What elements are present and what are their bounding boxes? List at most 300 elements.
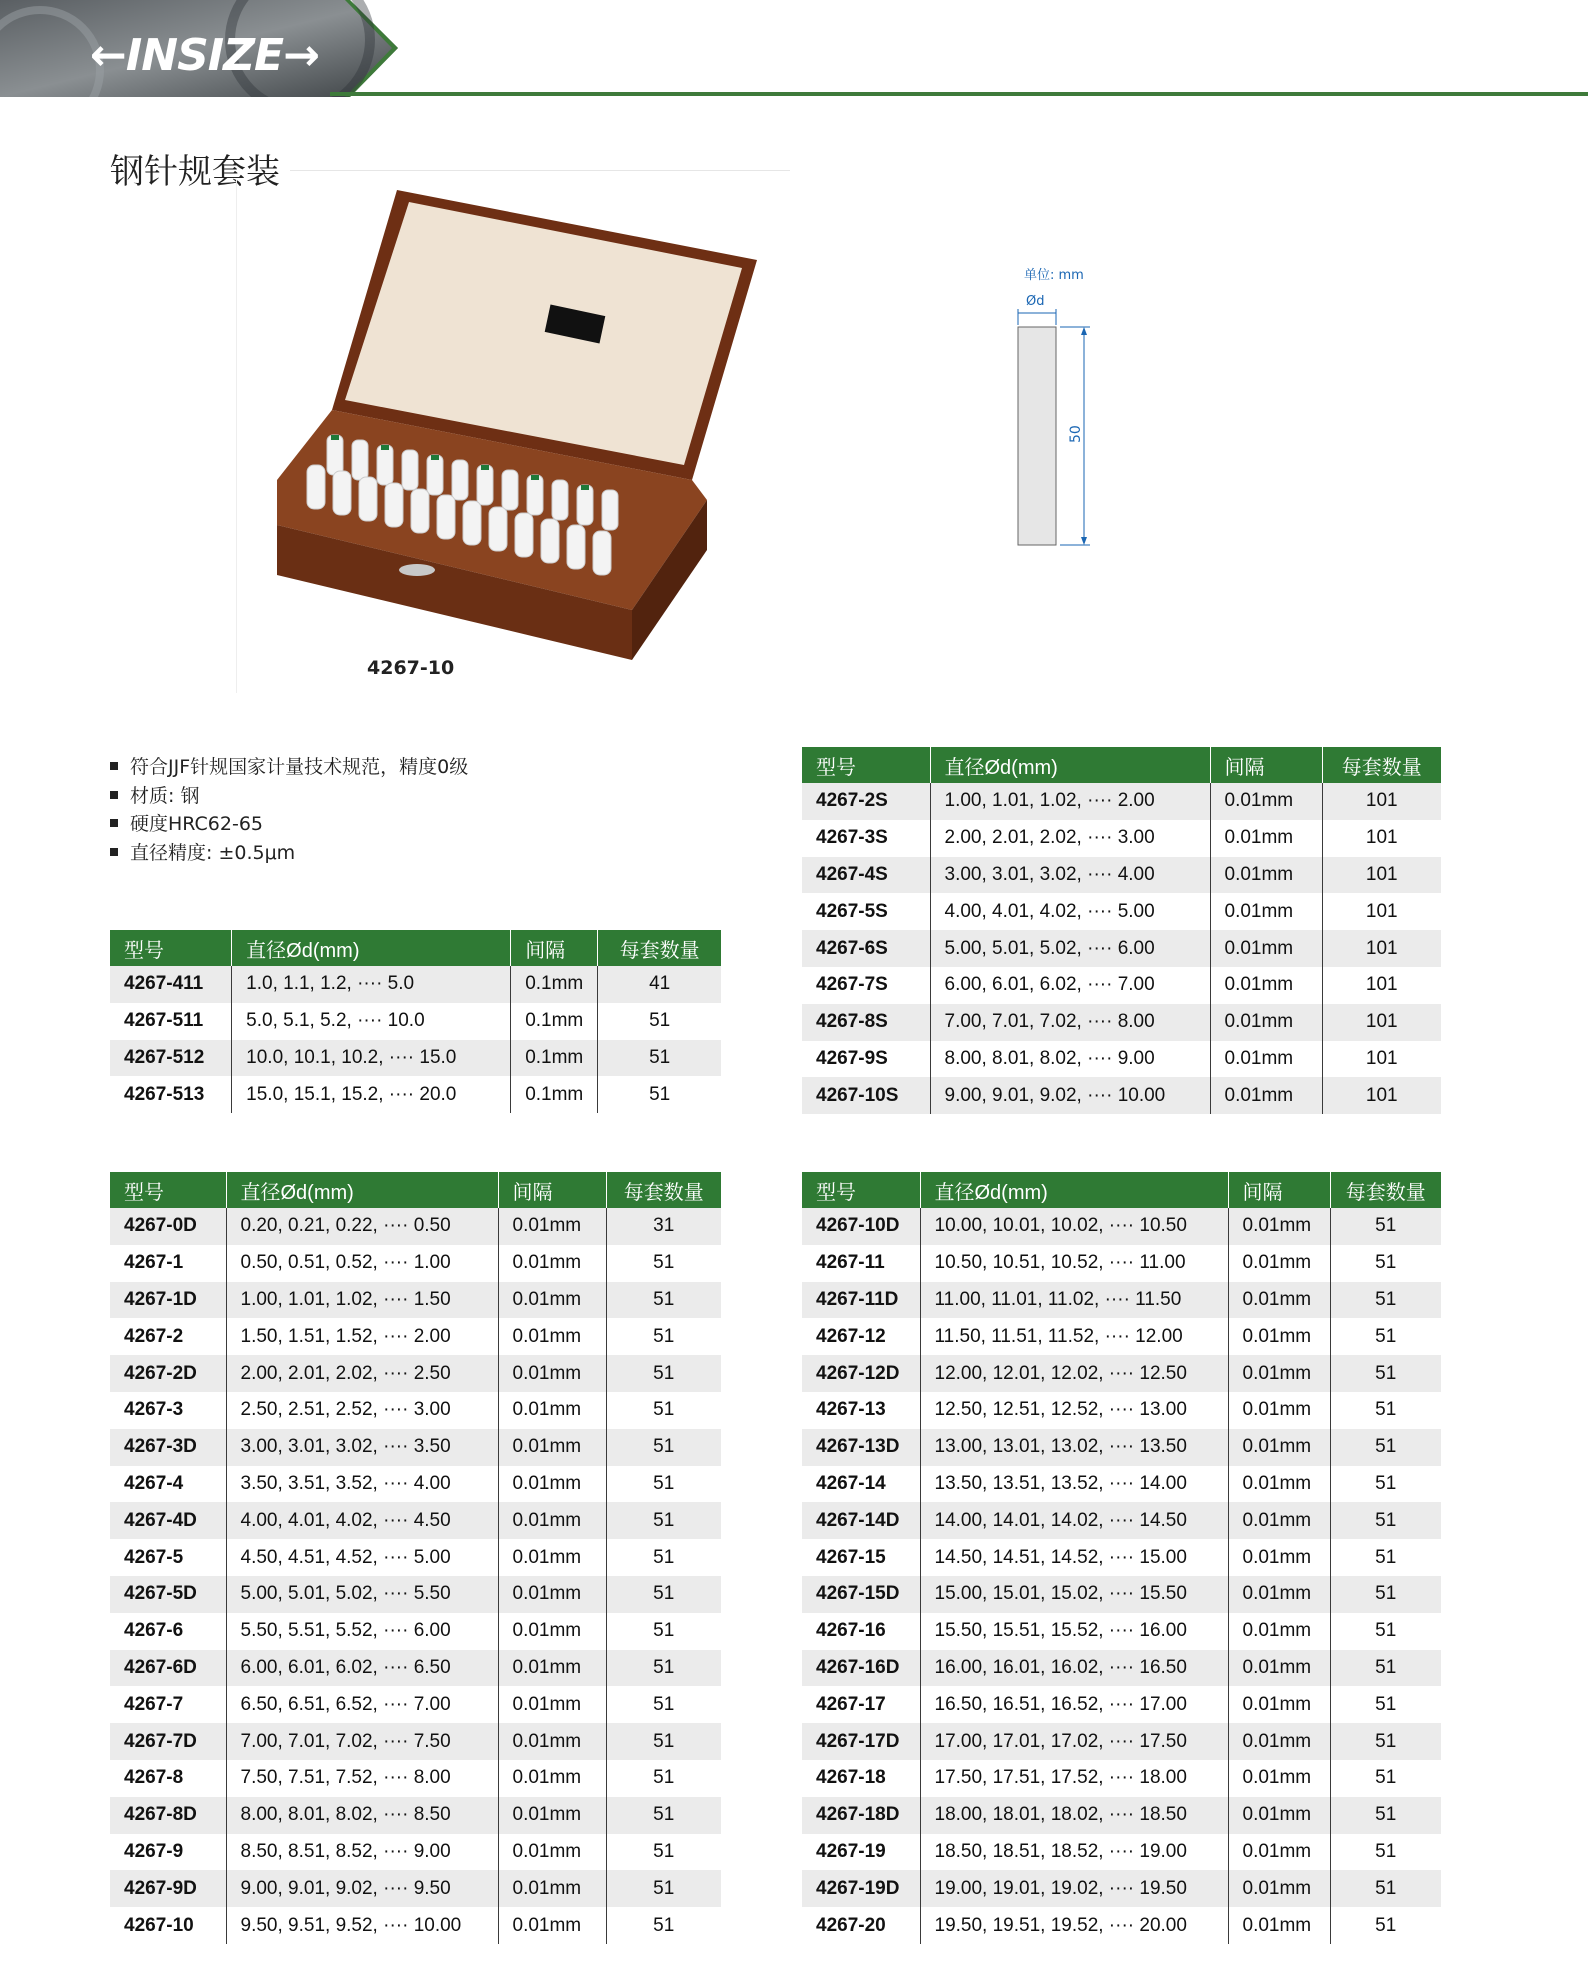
diameter-range-cell: 1.00, 1.01, 1.02, ···· 2.00 — [930, 783, 1210, 820]
table-row — [110, 1282, 721, 1319]
diameter-range-cell: 4.00, 4.01, 4.02, ···· 5.00 — [930, 893, 1210, 930]
table-row — [802, 1208, 1441, 1245]
model-cell: 4267-2S — [802, 783, 930, 820]
count-cell: 51 — [1330, 1539, 1441, 1576]
col-model: 型号 — [110, 1172, 226, 1208]
diameter-range-cell: 7.00, 7.01, 7.02, ···· 7.50 — [226, 1723, 498, 1760]
model-cell: 4267-11 — [802, 1245, 920, 1282]
interval-cell: 0.01mm — [498, 1760, 606, 1797]
count-cell: 101 — [1322, 930, 1441, 967]
model-cell: 4267-6D — [110, 1650, 226, 1687]
table-row — [802, 1502, 1441, 1539]
count-cell: 51 — [606, 1392, 721, 1429]
model-cell: 4267-4S — [802, 857, 930, 894]
table-row — [110, 1613, 721, 1650]
diameter-range-cell: 13.50, 13.51, 13.52, ···· 14.00 — [920, 1466, 1228, 1503]
feature-item: 硬度HRC62-65 — [110, 810, 468, 839]
interval-cell: 0.01mm — [1228, 1870, 1330, 1907]
model-cell: 4267-14D — [802, 1502, 920, 1539]
feature-item: 直径精度: ±0.5μm — [110, 839, 468, 868]
diameter-range-cell: 17.50, 17.51, 17.52, ···· 18.00 — [920, 1760, 1228, 1797]
interval-cell: 0.01mm — [1210, 1004, 1322, 1041]
model-cell: 4267-2 — [110, 1318, 226, 1355]
interval-cell: 0.1mm — [511, 1040, 598, 1077]
diameter-range-cell: 18.50, 18.51, 18.52, ···· 19.00 — [920, 1834, 1228, 1871]
count-cell: 101 — [1322, 820, 1441, 857]
model-cell: 4267-20 — [802, 1907, 920, 1944]
diameter-label: Ød — [1026, 294, 1045, 309]
interval-cell: 0.01mm — [1228, 1834, 1330, 1871]
table-row — [802, 1686, 1441, 1723]
diameter-range-cell: 19.00, 19.01, 19.02, ···· 19.50 — [920, 1870, 1228, 1907]
interval-cell: 0.01mm — [1228, 1466, 1330, 1503]
col-interval: 间隔 — [511, 930, 598, 966]
count-cell: 51 — [606, 1576, 721, 1613]
model-cell: 4267-13 — [802, 1392, 920, 1429]
table-row — [110, 1650, 721, 1687]
diameter-range-cell: 5.00, 5.01, 5.02, ···· 6.00 — [930, 930, 1210, 967]
diameter-range-cell: 2.00, 2.01, 2.02, ···· 3.00 — [930, 820, 1210, 857]
diameter-range-cell: 6.00, 6.01, 6.02, ···· 7.00 — [930, 967, 1210, 1004]
model-cell: 4267-16D — [802, 1650, 920, 1687]
table-row — [110, 1576, 721, 1613]
table-row — [802, 1429, 1441, 1466]
diameter-range-cell: 9.00, 9.01, 9.02, ···· 9.50 — [226, 1870, 498, 1907]
table-row — [110, 1760, 721, 1797]
col-count: 每套数量 — [1322, 747, 1441, 783]
interval-cell: 0.01mm — [1210, 783, 1322, 820]
interval-cell: 0.01mm — [498, 1650, 606, 1687]
diameter-range-cell: 14.50, 14.51, 14.52, ···· 15.00 — [920, 1539, 1228, 1576]
interval-cell: 0.01mm — [498, 1318, 606, 1355]
interval-cell: 0.01mm — [1228, 1282, 1330, 1319]
diameter-range-cell: 15.50, 15.51, 15.52, ···· 16.00 — [920, 1613, 1228, 1650]
model-cell: 4267-8 — [110, 1760, 226, 1797]
count-cell: 51 — [606, 1502, 721, 1539]
col-diameter: 直径Ød(mm) — [930, 747, 1210, 783]
model-cell: 4267-3S — [802, 820, 930, 857]
table-row — [110, 966, 721, 1003]
count-cell: 51 — [606, 1686, 721, 1723]
diameter-range-cell: 7.00, 7.01, 7.02, ···· 8.00 — [930, 1004, 1210, 1041]
length-label: 50 — [1068, 425, 1084, 443]
diameter-range-cell: 10.50, 10.51, 10.52, ···· 11.00 — [920, 1245, 1228, 1282]
feature-item: 符合JJF针规国家计量技术规范，精度0级 — [110, 753, 468, 782]
diameter-range-cell: 11.00, 11.01, 11.02, ···· 11.50 — [920, 1282, 1228, 1319]
model-cell: 4267-2D — [110, 1355, 226, 1392]
table-row — [802, 893, 1441, 930]
col-diameter: 直径Ød(mm) — [226, 1172, 498, 1208]
diameter-range-cell: 9.00, 9.01, 9.02, ···· 10.00 — [930, 1077, 1210, 1114]
model-cell: 4267-10D — [802, 1208, 920, 1245]
table-header — [802, 1172, 1441, 1208]
count-cell: 51 — [606, 1907, 721, 1944]
interval-cell: 0.01mm — [498, 1576, 606, 1613]
table-row — [802, 1650, 1441, 1687]
count-cell: 51 — [606, 1650, 721, 1687]
diameter-range-cell: 15.00, 15.01, 15.02, ···· 15.50 — [920, 1576, 1228, 1613]
interval-cell: 0.01mm — [498, 1797, 606, 1834]
interval-cell: 0.01mm — [498, 1907, 606, 1944]
col-diameter: 直径Ød(mm) — [920, 1172, 1228, 1208]
diameter-range-cell: 4.00, 4.01, 4.02, ···· 4.50 — [226, 1502, 498, 1539]
model-cell: 4267-8S — [802, 1004, 930, 1041]
count-cell: 51 — [1330, 1686, 1441, 1723]
count-cell: 51 — [1330, 1723, 1441, 1760]
interval-cell: 0.01mm — [498, 1723, 606, 1760]
model-cell: 4267-8D — [110, 1797, 226, 1834]
model-cell: 4267-1D — [110, 1282, 226, 1319]
interval-cell: 0.01mm — [1228, 1760, 1330, 1797]
count-cell: 101 — [1322, 1077, 1441, 1114]
table-row — [802, 1613, 1441, 1650]
table-row — [802, 1245, 1441, 1282]
unit-label: 单位: mm — [1024, 268, 1084, 283]
table-row — [802, 1760, 1441, 1797]
interval-cell: 0.01mm — [1228, 1539, 1330, 1576]
model-cell: 4267-15D — [802, 1576, 920, 1613]
diameter-range-cell: 2.00, 2.01, 2.02, ···· 2.50 — [226, 1355, 498, 1392]
count-cell: 51 — [606, 1539, 721, 1576]
diameter-range-cell: 10.0, 10.1, 10.2, ···· 15.0 — [232, 1040, 511, 1077]
pin-dimension-drawing — [1000, 265, 1120, 555]
diameter-range-cell: 16.50, 16.51, 16.52, ···· 17.00 — [920, 1686, 1228, 1723]
photo-caption: 4267-10 — [367, 657, 455, 679]
diameter-range-cell: 12.00, 12.01, 12.02, ···· 12.50 — [920, 1355, 1228, 1392]
count-cell: 51 — [606, 1834, 721, 1871]
model-cell: 4267-1 — [110, 1245, 226, 1282]
diameter-range-cell: 2.50, 2.51, 2.52, ···· 3.00 — [226, 1392, 498, 1429]
diameter-range-cell: 1.0, 1.1, 1.2, ···· 5.0 — [232, 966, 511, 1003]
table-row — [110, 1003, 721, 1040]
count-cell: 51 — [1330, 1282, 1441, 1319]
model-cell: 4267-9S — [802, 1041, 930, 1078]
count-cell: 51 — [606, 1760, 721, 1797]
interval-cell: 0.01mm — [1210, 1077, 1322, 1114]
count-cell: 51 — [1330, 1870, 1441, 1907]
interval-cell: 0.1mm — [511, 1003, 598, 1040]
diameter-range-cell: 11.50, 11.51, 11.52, ···· 12.00 — [920, 1318, 1228, 1355]
interval-cell: 0.01mm — [498, 1466, 606, 1503]
model-cell: 4267-4 — [110, 1466, 226, 1503]
col-interval: 间隔 — [1228, 1172, 1330, 1208]
table-header — [110, 930, 721, 966]
interval-cell: 0.01mm — [1228, 1576, 1330, 1613]
spec-table-0.1mm — [110, 930, 721, 1113]
table-row — [802, 1077, 1441, 1114]
count-cell: 31 — [606, 1208, 721, 1245]
diameter-range-cell: 8.00, 8.01, 8.02, ···· 9.00 — [930, 1041, 1210, 1078]
table-row — [110, 1797, 721, 1834]
interval-cell: 0.01mm — [1228, 1318, 1330, 1355]
product-photo — [236, 180, 776, 693]
count-cell: 51 — [1330, 1834, 1441, 1871]
count-cell: 51 — [598, 1040, 721, 1077]
table-row — [802, 857, 1441, 894]
table-row — [802, 1539, 1441, 1576]
count-cell: 51 — [1330, 1797, 1441, 1834]
count-cell: 51 — [598, 1076, 721, 1113]
count-cell: 101 — [1322, 783, 1441, 820]
model-cell: 4267-10 — [110, 1907, 226, 1944]
interval-cell: 0.01mm — [1210, 1041, 1322, 1078]
model-cell: 4267-15 — [802, 1539, 920, 1576]
count-cell: 41 — [598, 966, 721, 1003]
count-cell: 51 — [606, 1355, 721, 1392]
table-row — [110, 1208, 721, 1245]
spec-table-0.2-10mm — [110, 1172, 721, 1944]
count-cell: 101 — [1322, 857, 1441, 894]
table-header — [802, 747, 1441, 783]
table-row — [110, 1502, 721, 1539]
interval-cell: 0.01mm — [498, 1870, 606, 1907]
feature-item: 材质: 钢 — [110, 782, 468, 811]
count-cell: 101 — [1322, 893, 1441, 930]
model-cell: 4267-12 — [802, 1318, 920, 1355]
diameter-range-cell: 16.00, 16.01, 16.02, ···· 16.50 — [920, 1650, 1228, 1687]
interval-cell: 0.01mm — [1228, 1355, 1330, 1392]
interval-cell: 0.01mm — [1228, 1502, 1330, 1539]
model-cell: 4267-18 — [802, 1760, 920, 1797]
model-cell: 4267-6 — [110, 1613, 226, 1650]
interval-cell: 0.01mm — [498, 1208, 606, 1245]
table-row — [802, 1355, 1441, 1392]
table-row — [802, 1392, 1441, 1429]
model-cell: 4267-13D — [802, 1429, 920, 1466]
table-row — [110, 1723, 721, 1760]
model-cell: 4267-5 — [110, 1539, 226, 1576]
interval-cell: 0.01mm — [1228, 1245, 1330, 1282]
interval-cell: 0.01mm — [498, 1613, 606, 1650]
table-row — [802, 1004, 1441, 1041]
interval-cell: 0.01mm — [498, 1245, 606, 1282]
diameter-range-cell: 9.50, 9.51, 9.52, ···· 10.00 — [226, 1907, 498, 1944]
count-cell: 51 — [1330, 1392, 1441, 1429]
diameter-range-cell: 12.50, 12.51, 12.52, ···· 13.00 — [920, 1392, 1228, 1429]
diameter-range-cell: 5.50, 5.51, 5.52, ···· 6.00 — [226, 1613, 498, 1650]
table-row — [110, 1392, 721, 1429]
diameter-range-cell: 8.00, 8.01, 8.02, ···· 8.50 — [226, 1797, 498, 1834]
count-cell: 51 — [1330, 1502, 1441, 1539]
table-row — [802, 1723, 1441, 1760]
interval-cell: 0.01mm — [498, 1502, 606, 1539]
diameter-range-cell: 10.00, 10.01, 10.02, ···· 10.50 — [920, 1208, 1228, 1245]
count-cell: 51 — [1330, 1429, 1441, 1466]
interval-cell: 0.01mm — [1210, 820, 1322, 857]
model-cell: 4267-0D — [110, 1208, 226, 1245]
model-cell: 4267-19D — [802, 1870, 920, 1907]
table-row — [802, 1797, 1441, 1834]
table-row — [802, 1041, 1441, 1078]
table-row — [802, 1318, 1441, 1355]
model-cell: 4267-513 — [110, 1076, 232, 1113]
count-cell: 51 — [1330, 1466, 1441, 1503]
table-row — [110, 1429, 721, 1466]
count-cell: 101 — [1322, 1004, 1441, 1041]
model-cell: 4267-12D — [802, 1355, 920, 1392]
diameter-range-cell: 18.00, 18.01, 18.02, ···· 18.50 — [920, 1797, 1228, 1834]
diameter-range-cell: 0.20, 0.21, 0.22, ···· 0.50 — [226, 1208, 498, 1245]
interval-cell: 0.01mm — [498, 1429, 606, 1466]
count-cell: 51 — [598, 1003, 721, 1040]
table-row — [110, 1907, 721, 1944]
interval-cell: 0.01mm — [1228, 1429, 1330, 1466]
diameter-range-cell: 7.50, 7.51, 7.52, ···· 8.00 — [226, 1760, 498, 1797]
count-cell: 51 — [606, 1466, 721, 1503]
table-row — [802, 1466, 1441, 1503]
model-cell: 4267-5D — [110, 1576, 226, 1613]
model-cell: 4267-17 — [802, 1686, 920, 1723]
interval-cell: 0.1mm — [511, 1076, 598, 1113]
diameter-range-cell: 3.50, 3.51, 3.52, ···· 4.00 — [226, 1466, 498, 1503]
model-cell: 4267-3 — [110, 1392, 226, 1429]
pin-outline — [1018, 327, 1056, 545]
count-cell: 51 — [1330, 1650, 1441, 1687]
count-cell: 51 — [1330, 1760, 1441, 1797]
model-cell: 4267-17D — [802, 1723, 920, 1760]
table-row — [802, 1834, 1441, 1871]
table-row — [110, 1245, 721, 1282]
model-cell: 4267-9D — [110, 1870, 226, 1907]
table-row — [802, 967, 1441, 1004]
count-cell: 51 — [1330, 1613, 1441, 1650]
model-cell: 4267-10S — [802, 1077, 930, 1114]
interval-cell: 0.01mm — [1210, 893, 1322, 930]
model-cell: 4267-6S — [802, 930, 930, 967]
page-title: 钢针规套装 — [110, 152, 280, 192]
interval-cell: 0.01mm — [1210, 857, 1322, 894]
diameter-range-cell: 0.50, 0.51, 0.52, ···· 1.00 — [226, 1245, 498, 1282]
table-row — [110, 1318, 721, 1355]
count-cell: 51 — [1330, 1907, 1441, 1944]
diameter-range-cell: 4.50, 4.51, 4.52, ···· 5.00 — [226, 1539, 498, 1576]
count-cell: 51 — [1330, 1576, 1441, 1613]
col-interval: 间隔 — [1210, 747, 1322, 783]
col-count: 每套数量 — [1330, 1172, 1441, 1208]
diameter-range-cell: 1.00, 1.01, 1.02, ···· 1.50 — [226, 1282, 498, 1319]
table-row — [110, 1870, 721, 1907]
interval-cell: 0.01mm — [1228, 1686, 1330, 1723]
table-row — [110, 1539, 721, 1576]
count-cell: 51 — [606, 1245, 721, 1282]
diameter-range-cell: 3.00, 3.01, 3.02, ···· 4.00 — [930, 857, 1210, 894]
model-cell: 4267-9 — [110, 1834, 226, 1871]
model-cell: 4267-512 — [110, 1040, 232, 1077]
col-model: 型号 — [802, 1172, 920, 1208]
count-cell: 51 — [606, 1318, 721, 1355]
interval-cell: 0.01mm — [1228, 1907, 1330, 1944]
count-cell: 51 — [1330, 1318, 1441, 1355]
diameter-range-cell: 14.00, 14.01, 14.02, ···· 14.50 — [920, 1502, 1228, 1539]
model-cell: 4267-5S — [802, 893, 930, 930]
model-cell: 4267-411 — [110, 966, 232, 1003]
model-cell: 4267-11D — [802, 1282, 920, 1319]
table-header — [110, 1172, 721, 1208]
pin-gauge-case-illustration — [237, 180, 777, 660]
diameter-range-cell: 6.00, 6.01, 6.02, ···· 6.50 — [226, 1650, 498, 1687]
col-model: 型号 — [802, 747, 930, 783]
model-cell: 4267-7S — [802, 967, 930, 1004]
diameter-range-cell: 5.0, 5.1, 5.2, ···· 10.0 — [232, 1003, 511, 1040]
table-row — [110, 1355, 721, 1392]
interval-cell: 0.1mm — [511, 966, 598, 1003]
diameter-range-cell: 6.50, 6.51, 6.52, ···· 7.00 — [226, 1686, 498, 1723]
table-row — [110, 1076, 721, 1113]
model-cell: 4267-4D — [110, 1502, 226, 1539]
model-cell: 4267-7 — [110, 1686, 226, 1723]
interval-cell: 0.01mm — [1228, 1208, 1330, 1245]
interval-cell: 0.01mm — [1228, 1797, 1330, 1834]
count-cell: 51 — [1330, 1208, 1441, 1245]
col-count: 每套数量 — [598, 930, 721, 966]
col-interval: 间隔 — [498, 1172, 606, 1208]
interval-cell: 0.01mm — [498, 1355, 606, 1392]
diameter-range-cell: 13.00, 13.01, 13.02, ···· 13.50 — [920, 1429, 1228, 1466]
table-row — [802, 1282, 1441, 1319]
interval-cell: 0.01mm — [1210, 967, 1322, 1004]
interval-cell: 0.01mm — [1228, 1650, 1330, 1687]
diameter-range-cell: 1.50, 1.51, 1.52, ···· 2.00 — [226, 1318, 498, 1355]
feature-list — [110, 753, 468, 867]
table-row — [802, 930, 1441, 967]
count-cell: 101 — [1322, 967, 1441, 1004]
interval-cell: 0.01mm — [1228, 1392, 1330, 1429]
model-cell: 4267-18D — [802, 1797, 920, 1834]
table-row — [110, 1834, 721, 1871]
col-model: 型号 — [110, 930, 232, 966]
interval-cell: 0.01mm — [1228, 1723, 1330, 1760]
col-count: 每套数量 — [606, 1172, 721, 1208]
count-cell: 51 — [606, 1723, 721, 1760]
count-cell: 51 — [606, 1282, 721, 1319]
model-cell: 4267-7D — [110, 1723, 226, 1760]
interval-cell: 0.01mm — [1210, 930, 1322, 967]
diameter-range-cell: 8.50, 8.51, 8.52, ···· 9.00 — [226, 1834, 498, 1871]
model-cell: 4267-16 — [802, 1613, 920, 1650]
count-cell: 51 — [606, 1429, 721, 1466]
model-cell: 4267-14 — [802, 1466, 920, 1503]
spec-table-s-series — [802, 747, 1441, 1114]
table-row — [802, 1870, 1441, 1907]
table-row — [110, 1466, 721, 1503]
model-cell: 4267-511 — [110, 1003, 232, 1040]
diameter-range-cell: 17.00, 17.01, 17.02, ···· 17.50 — [920, 1723, 1228, 1760]
count-cell: 51 — [1330, 1245, 1441, 1282]
count-cell: 101 — [1322, 1041, 1441, 1078]
insize-logo: ←INSIZE→ — [90, 30, 319, 81]
diameter-range-cell: 19.50, 19.51, 19.52, ···· 20.00 — [920, 1907, 1228, 1944]
header-banner — [0, 0, 400, 97]
header-rule — [330, 92, 1588, 96]
diameter-range-cell: 3.00, 3.01, 3.02, ···· 3.50 — [226, 1429, 498, 1466]
spec-table-10-20mm — [802, 1172, 1441, 1944]
table-row — [802, 1576, 1441, 1613]
model-cell: 4267-19 — [802, 1834, 920, 1871]
diameter-range-cell: 15.0, 15.1, 15.2, ···· 20.0 — [232, 1076, 511, 1113]
interval-cell: 0.01mm — [498, 1392, 606, 1429]
table-row — [110, 1686, 721, 1723]
table-row — [802, 783, 1441, 820]
table-row — [802, 1907, 1441, 1944]
title-rule — [290, 170, 790, 171]
interval-cell: 0.01mm — [1228, 1613, 1330, 1650]
table-row — [802, 820, 1441, 857]
count-cell: 51 — [606, 1797, 721, 1834]
col-diameter: 直径Ød(mm) — [232, 930, 511, 966]
interval-cell: 0.01mm — [498, 1834, 606, 1871]
count-cell: 51 — [606, 1613, 721, 1650]
interval-cell: 0.01mm — [498, 1282, 606, 1319]
